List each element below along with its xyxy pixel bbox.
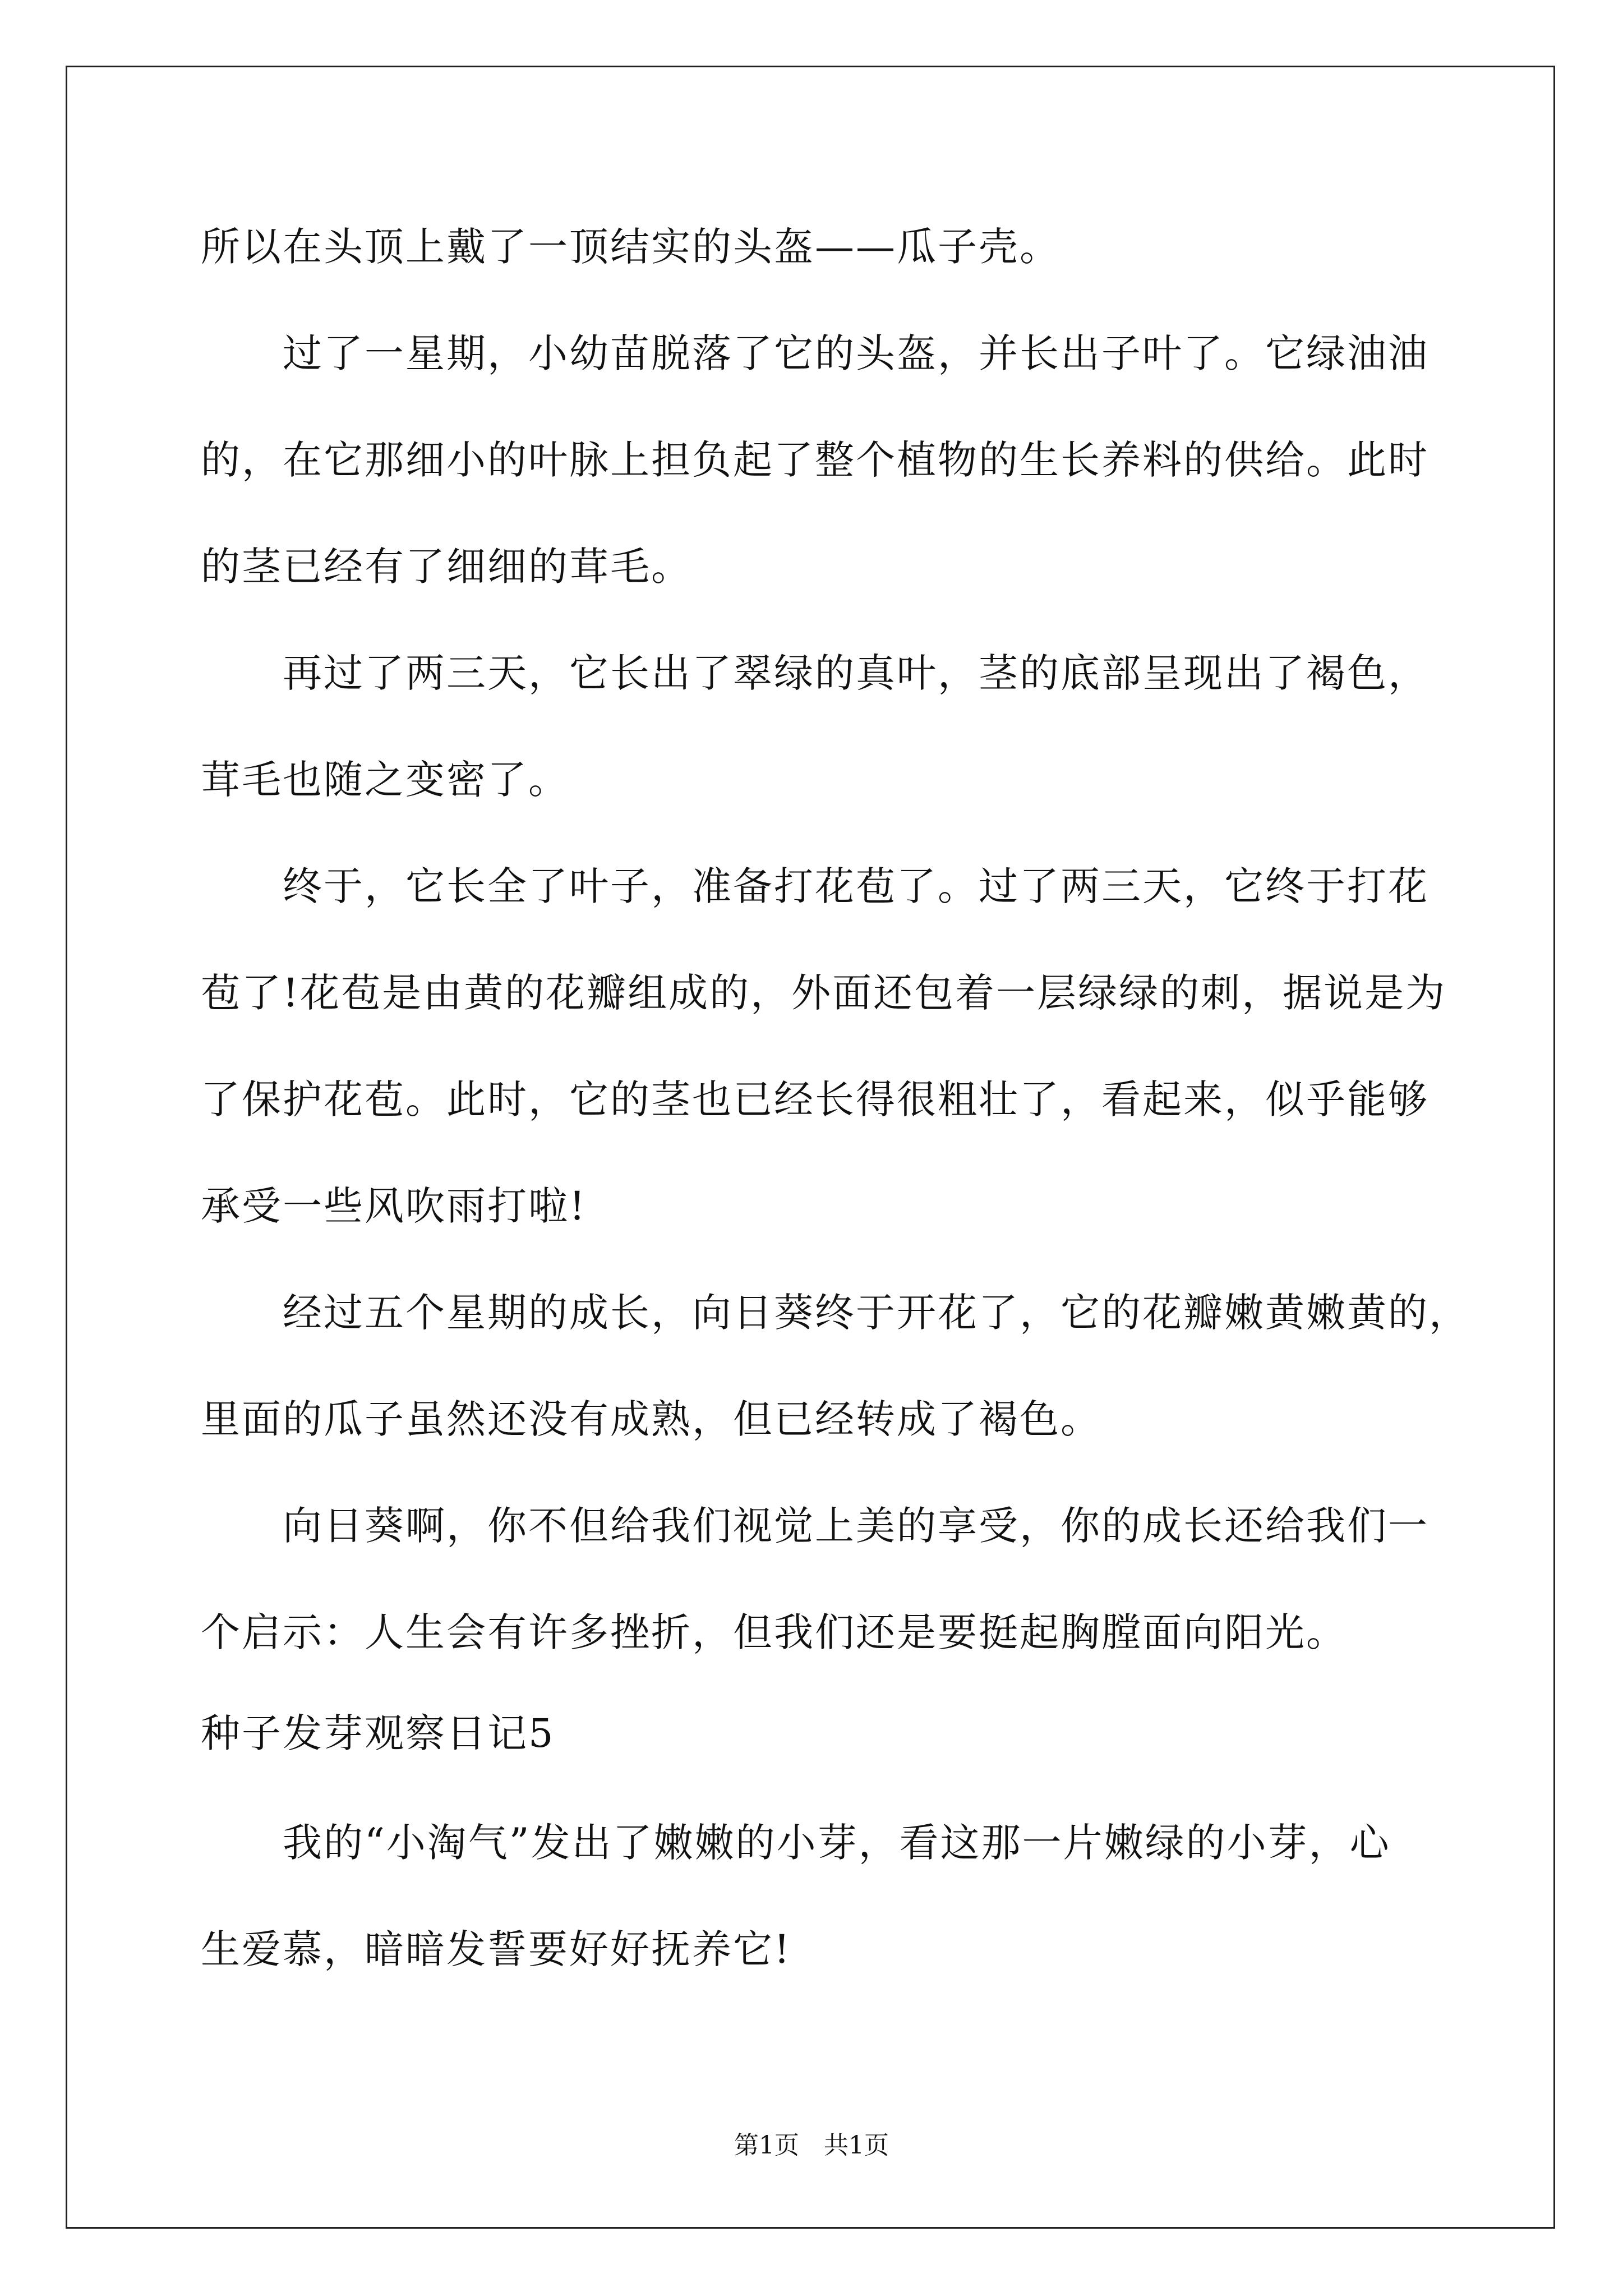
paragraph-first-line: 终于，它长全了叶子，准备打花苞了。过了两三天，它终于打花 [283, 863, 1429, 909]
paragraph-first-line: 向日葵啊，你不但给我们视觉上美的享受，你的成长还给我们一 [283, 1503, 1429, 1549]
text-line: 了保护花苞。此时，它的茎也已经长得很粗壮了，看起来，似乎能够 [201, 1076, 1429, 1122]
paragraph-first-line: 经过五个星期的成长，向日葵终于开花了，它的花瓣嫩黄嫩黄的， [283, 1290, 1470, 1336]
text-line: 的，在它那细小的叶脉上担负起了整个植物的生长养料的供给。此时 [201, 437, 1429, 483]
text-line: 里面的瓜子虽然还没有成熟，但已经转成了褐色。 [201, 1396, 1101, 1442]
paragraph-first-line: 我的“小淘气”发出了嫩嫩的小芽，看这那一片嫩绿的小芽，心 [283, 1820, 1391, 1866]
text-line: 承受一些风吹雨打啦! [201, 1183, 587, 1229]
text-line: 苞了!花苞是由黄的花瓣组成的，外面还包着一层绿绿的刺，据说是为 [201, 970, 1447, 1016]
text-line: 茸毛也随之变密了。 [201, 757, 569, 803]
section-heading: 种子发芽观察日记5 [201, 1710, 555, 1756]
paragraph-first-line: 过了一星期，小幼苗脱落了它的头盔，并长出子叶了。它绿油油 [283, 330, 1429, 376]
paragraph-first-line: 再过了两三天，它长出了翠绿的真叶，茎的底部呈现出了褐色， [283, 650, 1429, 696]
text-line: 生爱慕，暗暗发誓要好好抚养它! [201, 1926, 792, 1972]
page-border [66, 66, 1555, 2229]
text-line: 的茎已经有了细细的茸毛。 [201, 544, 692, 590]
text-line: 个启示：人生会有许多挫折，但我们还是要挺起胸膛面向阳光。 [201, 1609, 1347, 1655]
text-line: 所以在头顶上戴了一顶结实的头盔——瓜子壳。 [201, 224, 1061, 270]
page-number-footer: 第1页 共1页 [734, 2131, 889, 2160]
